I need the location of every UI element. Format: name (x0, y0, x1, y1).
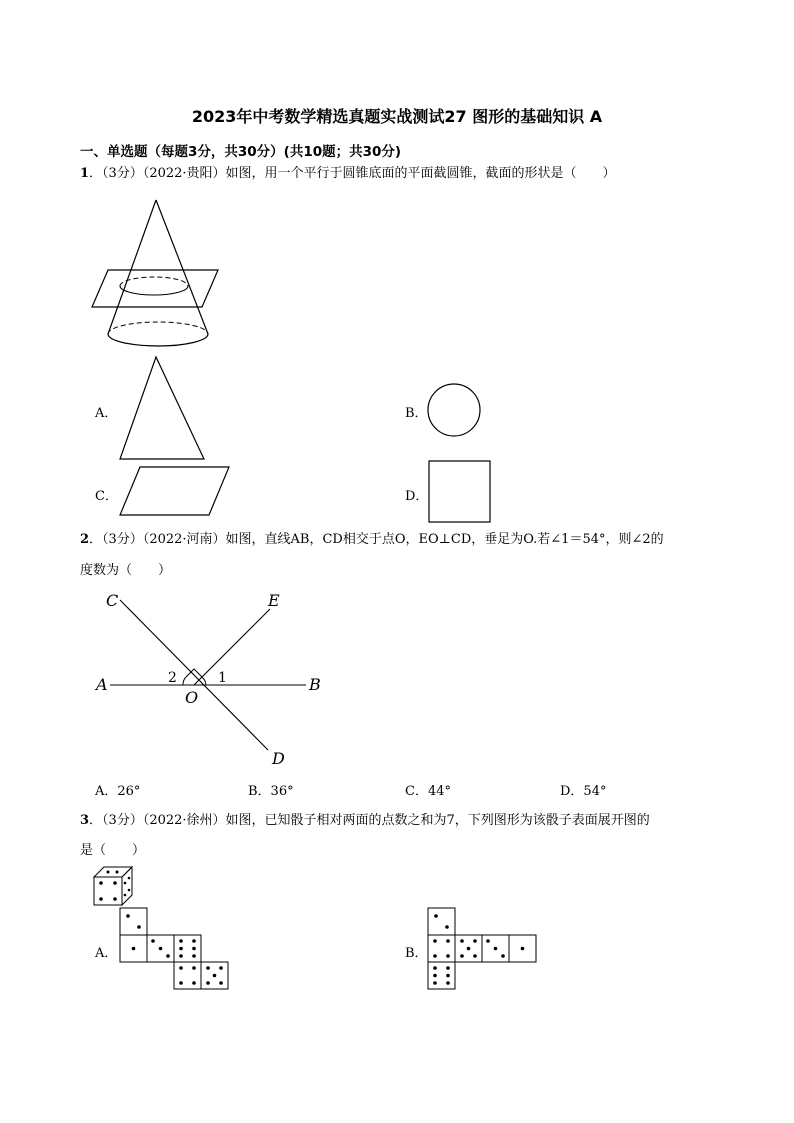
q1-option-a[interactable]: A． (95, 406, 118, 421)
question-text: ．（3分）（2022·贵阳）如图，用一个平行于圆锥底面的平面截圆锥，截面的形状是（ ） (89, 166, 616, 181)
section-heading: 一、单选题（每题3分，共30分）(共10题；共30分) (80, 144, 402, 160)
question-text-line1: ．（3分）（2022·河南）如图，直线AB，CD相交于点O，EO⊥CD，垂足为O.若∠1＝54°，则∠2的 (89, 532, 664, 547)
label-d: D (272, 749, 285, 768)
label-o: O (185, 688, 199, 707)
question-1 (80, 164, 616, 184)
question-2-line2: 度数为（ ） (80, 563, 172, 578)
circle-shape (425, 382, 483, 438)
q3-option-a[interactable]: A． (95, 946, 118, 961)
question-3-line2: 是（ ） (80, 843, 146, 858)
question-number: 2 (80, 532, 90, 547)
q1-option-c[interactable]: C． (95, 489, 118, 504)
label-a: A (96, 675, 108, 694)
q1-option-d[interactable]: D． (405, 489, 429, 504)
q3-option-b[interactable]: B． (405, 946, 428, 961)
square-shape (428, 460, 492, 524)
page-title: 2023年中考数学精选真题实战测试27 图形的基础知识 A (191, 107, 603, 126)
q2-option-a[interactable]: A．26° (95, 784, 141, 799)
dice-cube-figure (92, 865, 136, 907)
label-angle-1: 1 (218, 670, 227, 686)
label-e: E (268, 591, 280, 610)
label-angle-2: 2 (168, 670, 177, 686)
net-a-figure (119, 907, 231, 993)
cone-cut-figure (90, 194, 230, 349)
label-b: B (309, 675, 321, 694)
net-b-figure (427, 907, 539, 993)
parallelogram-shape (118, 465, 232, 517)
angle-figure (90, 585, 330, 770)
question-2 (80, 530, 664, 550)
triangle-shape (118, 355, 208, 461)
label-c: C (106, 591, 119, 610)
question-number: 3 (80, 813, 90, 828)
q1-option-b[interactable]: B． (405, 406, 428, 421)
question-number: 1 (80, 166, 90, 181)
question-3 (80, 811, 650, 831)
q2-option-b[interactable]: B．36° (248, 784, 294, 799)
q2-option-d[interactable]: D．54° (560, 784, 607, 799)
question-text-line1: ．（3分）（2022·徐州）如图，已知骰子相对两面的点数之和为7，下列图形为该骰子表面展开图的 (89, 813, 650, 828)
q2-option-c[interactable]: C．44° (405, 784, 451, 799)
